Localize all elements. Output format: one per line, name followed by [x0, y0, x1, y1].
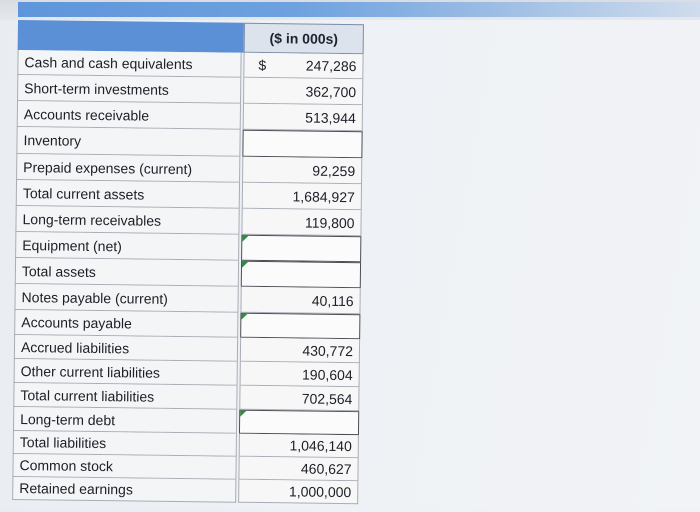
row-value-cell [238, 457, 358, 481]
row-label: Short-term investments [17, 75, 241, 104]
row-label: Total current assets [16, 180, 240, 209]
row-value: 460,627 [300, 460, 352, 478]
inventory-input[interactable] [242, 130, 362, 158]
row-label: Equipment (net) [15, 232, 239, 261]
row-label: Total assets [15, 258, 239, 287]
row-value: 1,684,927 [292, 187, 355, 205]
units-header: ($ in 000s) [244, 23, 364, 54]
row-label: Retained earnings [12, 477, 236, 503]
accounts-payable-input[interactable] [240, 313, 360, 339]
row-value: 1,000,000 [288, 483, 352, 501]
table-row [12, 477, 358, 504]
total-assets-input[interactable] [241, 261, 361, 288]
row-value: 40,116 [311, 292, 354, 309]
header-band [18, 2, 700, 17]
long-term-debt-input[interactable] [239, 410, 359, 435]
row-label: Accounts receivable [17, 101, 241, 130]
header-label-cell [18, 20, 244, 53]
row-value: 702,564 [301, 389, 353, 407]
currency-symbol: $ [258, 56, 267, 74]
input-marker-icon [241, 314, 247, 320]
row-value-cell [242, 183, 362, 210]
input-marker-icon [240, 411, 246, 417]
row-label: Cash and cash equivalents [17, 50, 241, 78]
balance-sheet-table [12, 20, 370, 512]
row-label: Total liabilities [13, 431, 237, 457]
row-value-cell [242, 157, 362, 184]
row-value-cell [243, 78, 363, 105]
row-value: 513,944 [305, 109, 356, 126]
row-label: Long-term debt [13, 407, 237, 434]
row-label: Accrued liabilities [14, 335, 238, 362]
row-value-cell [241, 209, 361, 236]
row-value: 190,604 [301, 365, 353, 383]
window-top-bar [0, 0, 700, 20]
row-value-cell [240, 338, 360, 363]
row-value: 247,286 [305, 57, 357, 75]
equipment-input[interactable] [241, 235, 361, 262]
row-label: Inventory [16, 127, 240, 157]
row-value-cell [238, 480, 358, 504]
row-label: Total current liabilities [13, 383, 237, 410]
row-value: 1,046,140 [289, 437, 352, 455]
row-label: Prepaid expenses (current) [16, 154, 240, 183]
row-label: Common stock [12, 454, 236, 480]
row-value: 119,800 [304, 214, 355, 231]
row-value: 362,700 [305, 83, 357, 100]
row-label: Other current liabilities [14, 359, 238, 386]
row-value-cell [239, 386, 359, 411]
input-marker-icon [242, 262, 248, 268]
row-value: 92,259 [312, 162, 356, 179]
row-value-cell [243, 53, 363, 79]
row-label: Accounts payable [14, 310, 238, 338]
table-header-row [18, 20, 370, 54]
row-value: 430,772 [302, 341, 354, 359]
row-value-cell [243, 104, 363, 131]
row-label: Notes payable (current) [14, 284, 238, 313]
row-value-cell [240, 287, 360, 314]
table-row [16, 127, 362, 158]
row-value-cell [240, 362, 360, 387]
row-value-cell [239, 434, 359, 458]
row-label: Long-term receivables [15, 206, 239, 235]
input-marker-icon [242, 236, 248, 242]
